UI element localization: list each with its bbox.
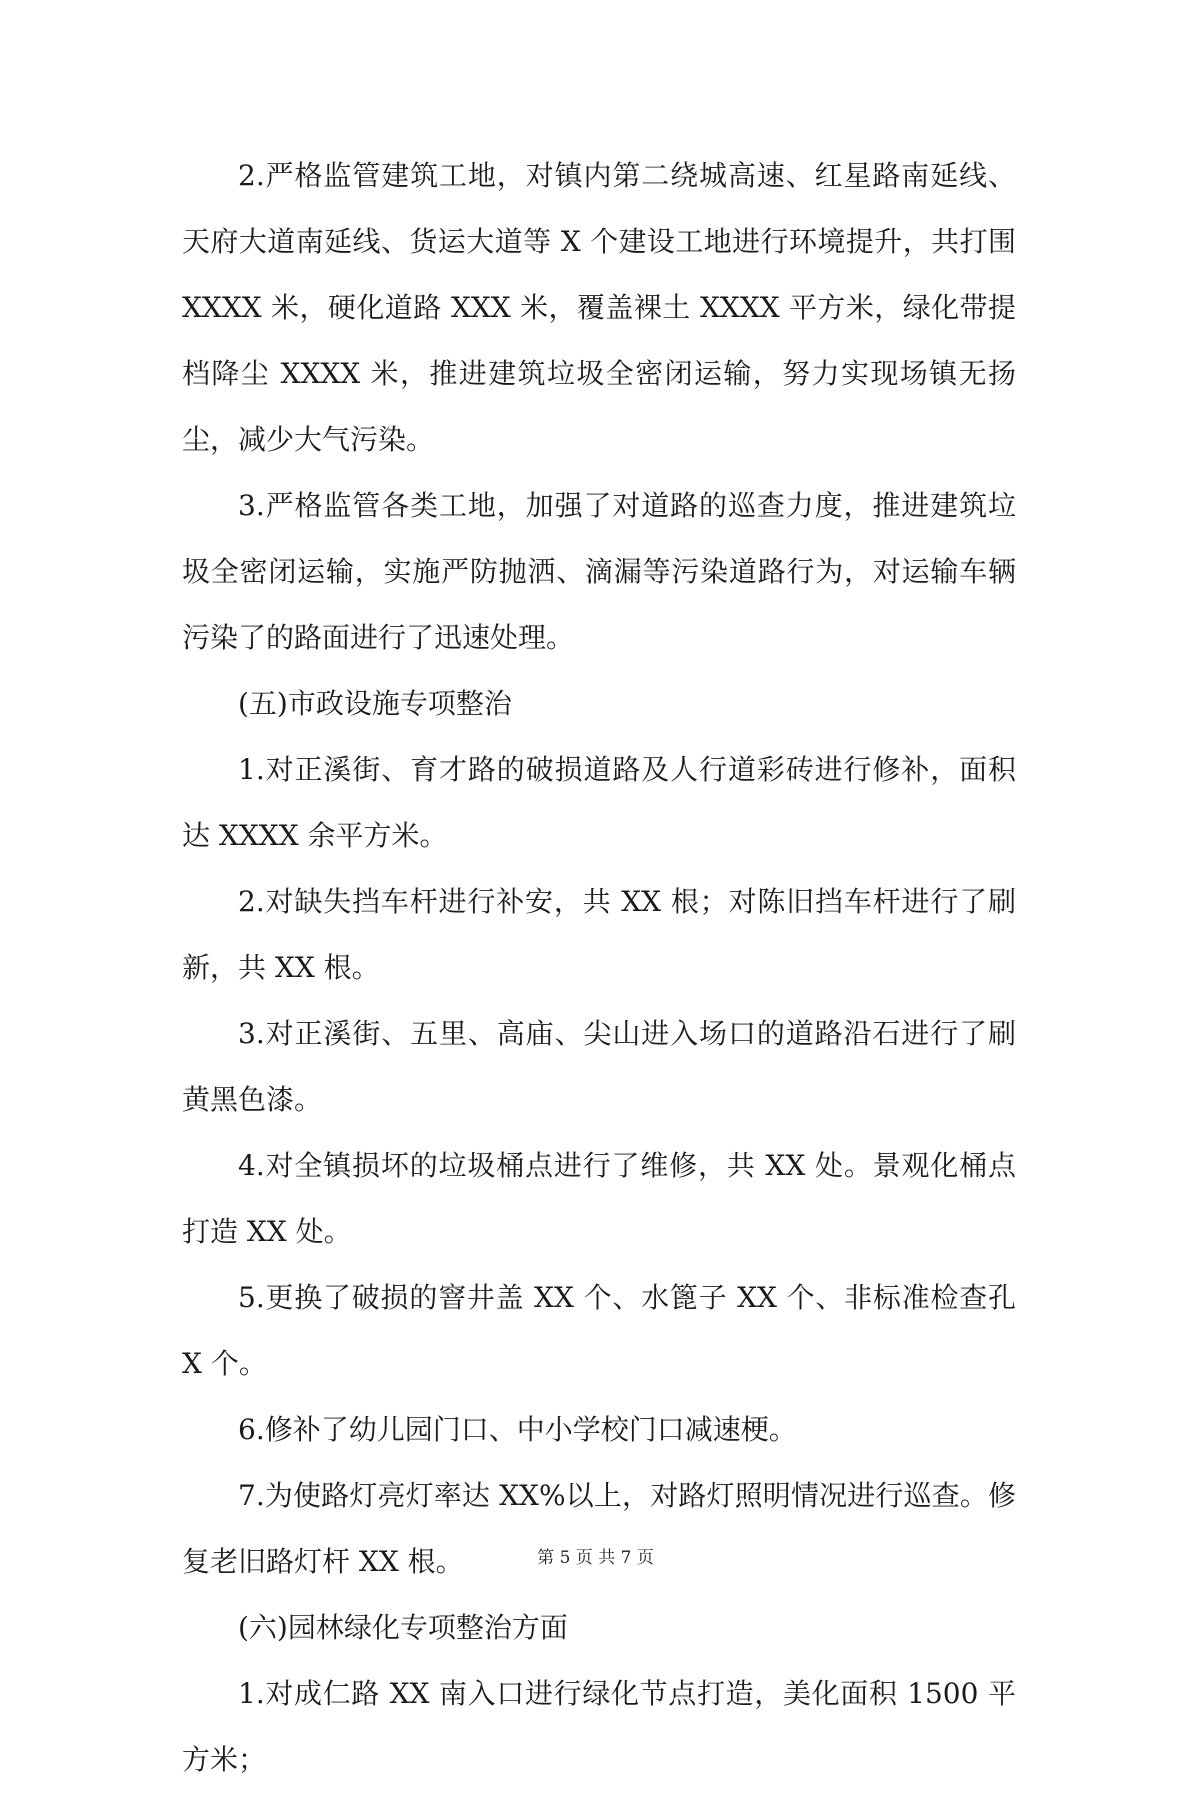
- paragraph: 1.对正溪街、育才路的破损道路及人行道彩砖进行修补，面积达 XXXX 余平方米。: [182, 753, 1016, 852]
- section-heading: (五)市政设施专项整治: [238, 687, 512, 720]
- paragraph: 5.更换了破损的窨井盖 XX 个、水篦子 XX 个、非标准检查孔 X 个。: [182, 1281, 1016, 1380]
- paragraph: 6.修补了幼儿园门口、中小学校门口减速梗。: [238, 1413, 797, 1446]
- paragraph: 1.对成仁路 XX 南入口进行绿化节点打造，美化面积 1500 平方米；: [182, 1677, 1016, 1776]
- page-number-footer: 第 5 页 共 7 页: [537, 1548, 654, 1568]
- paragraph: 2.严格监管建筑工地，对镇内第二绕城高速、红星路南延线、天府大道南延线、货运大道等 X 个建设工地进行环境提升，共打围 XXXX 米，硬化道路 XXX 米，覆盖裸土 XXXX 平方米，绿化带提档降尘 XXXX 米，推进建筑垃圾全密闭运输，努力实现场镇无扬尘，减少大气污染。: [182, 159, 1016, 456]
- section-heading: (六)园林绿化专项整治方面: [238, 1611, 568, 1644]
- paragraph: 4.对全镇损坏的垃圾桶点进行了维修，共 XX 处。景观化桶点打造 XX 处。: [182, 1149, 1016, 1248]
- paragraph: 3.严格监管各类工地，加强了对道路的巡查力度，推进建筑垃圾全密闭运输，实施严防抛洒、滴漏等污染道路行为，对运输车辆污染了的路面进行了迅速处理。: [182, 489, 1016, 654]
- paragraph: 3.对正溪街、五里、高庙、尖山进入场口的道路沿石进行了刷黄黑色漆。: [182, 1017, 1016, 1116]
- paragraph: 2.对缺失挡车杆进行补安，共 XX 根；对陈旧挡车杆进行了刷新，共 XX 根。: [182, 885, 1016, 984]
- paragraph: 7.为使路灯亮灯率达 XX%以上，对路灯照明情况进行巡查。修复老旧路灯杆 XX 根。: [182, 1479, 1016, 1578]
